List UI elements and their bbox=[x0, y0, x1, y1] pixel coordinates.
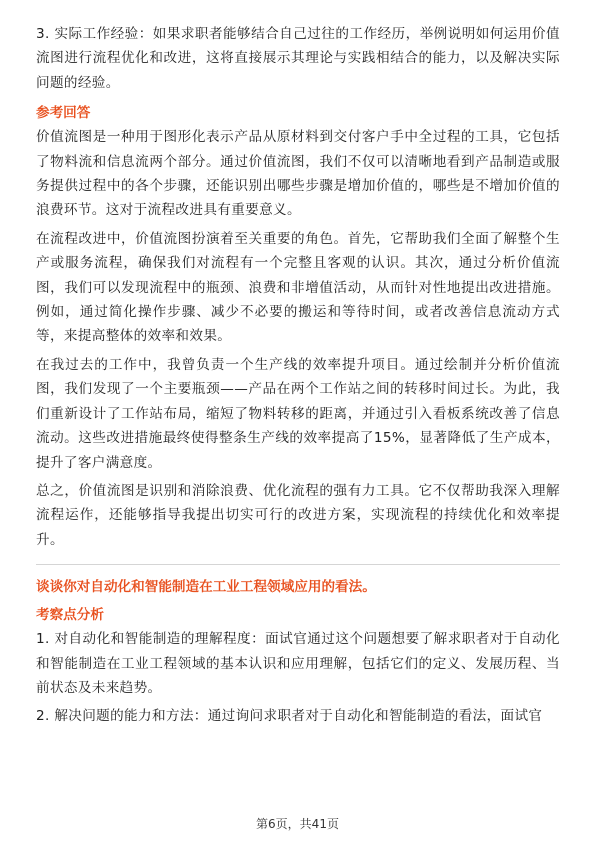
analysis-item-3: 3. 实际工作经验：如果求职者能够结合自己过往的工作经历，举例说明如何运用价值流图进行流程优化和改进，这将直接展示其理论与实践相结合的能力，以及解决实际问题的经验。 bbox=[36, 26, 560, 91]
reference-answer-heading: 参考回答 bbox=[36, 105, 91, 122]
answer-paragraph-2: 在流程改进中，价值流图扮演着至关重要的角色。首先，它帮助我们全面了解整个生产或服务流程，确保我们对流程有一个完整且客观的认识。其次，通过分析价值流图，我们可以发现流程中的瓶颈、浪费和非增值活动，从而针对性地提出改进措施。例如，通过简化操作步骤、减少不必要的搬运和等待时间，或者改善信息流动方式等，来提高整体的效率和效果。 bbox=[36, 230, 560, 345]
question-title: 谈谈你对自动化和智能制造在工业工程领域应用的看法。 bbox=[36, 579, 376, 596]
answer-paragraph-3: 在我过去的工作中，我曾负责一个生产线的效率提升项目。通过绘制并分析价值流图，我们发现了一个主要瓶颈——产品在两个工作站之间的转移时间过长。为此，我们重新设计了工作站布局，缩短了物料转移的距离，并通过引入看板系统改善了信息流动。这些改进措施最终使得整条生产线的效率提高了15%，显著降低了生产成本，提升了客户满意度。 bbox=[36, 356, 560, 471]
analysis-heading: 考察点分析 bbox=[36, 607, 104, 624]
section-divider bbox=[36, 564, 560, 565]
document-page bbox=[36, 22, 560, 729]
analysis-item-2: 2. 解决问题的能力和方法：通过询问求职者对于自动化和智能制造的看法，面试官 bbox=[36, 708, 543, 725]
answer-paragraph-4: 总之，价值流图是识别和消除浪费、优化流程的强有力工具。它不仅帮助我深入理解流程运作，还能够指导我提出切实可行的改进方案，实现流程的持续优化和效率提升。 bbox=[36, 482, 560, 548]
analysis-item-1: 1. 对自动化和智能制造的理解程度：面试官通过这个问题想要了解求职者对于自动化和智能制造在工业工程领域的基本认识和应用理解，包括它们的定义、发展历程、当前状态及未来趋势。 bbox=[36, 631, 560, 696]
answer-paragraph-1: 价值流图是一种用于图形化表示产品从原材料到交付客户手中全过程的工具，它包括了物料流和信息流两个部分。通过价值流图，我们不仅可以清晰地看到产品制造或服务提供过程中的各个步骤，还能识别出哪些步骤是增加价值的，哪些是不增加价值的浪费环节。这对于流程改进具有重要意义。 bbox=[36, 129, 560, 219]
page-number: 第6页，共41页 bbox=[256, 817, 339, 831]
